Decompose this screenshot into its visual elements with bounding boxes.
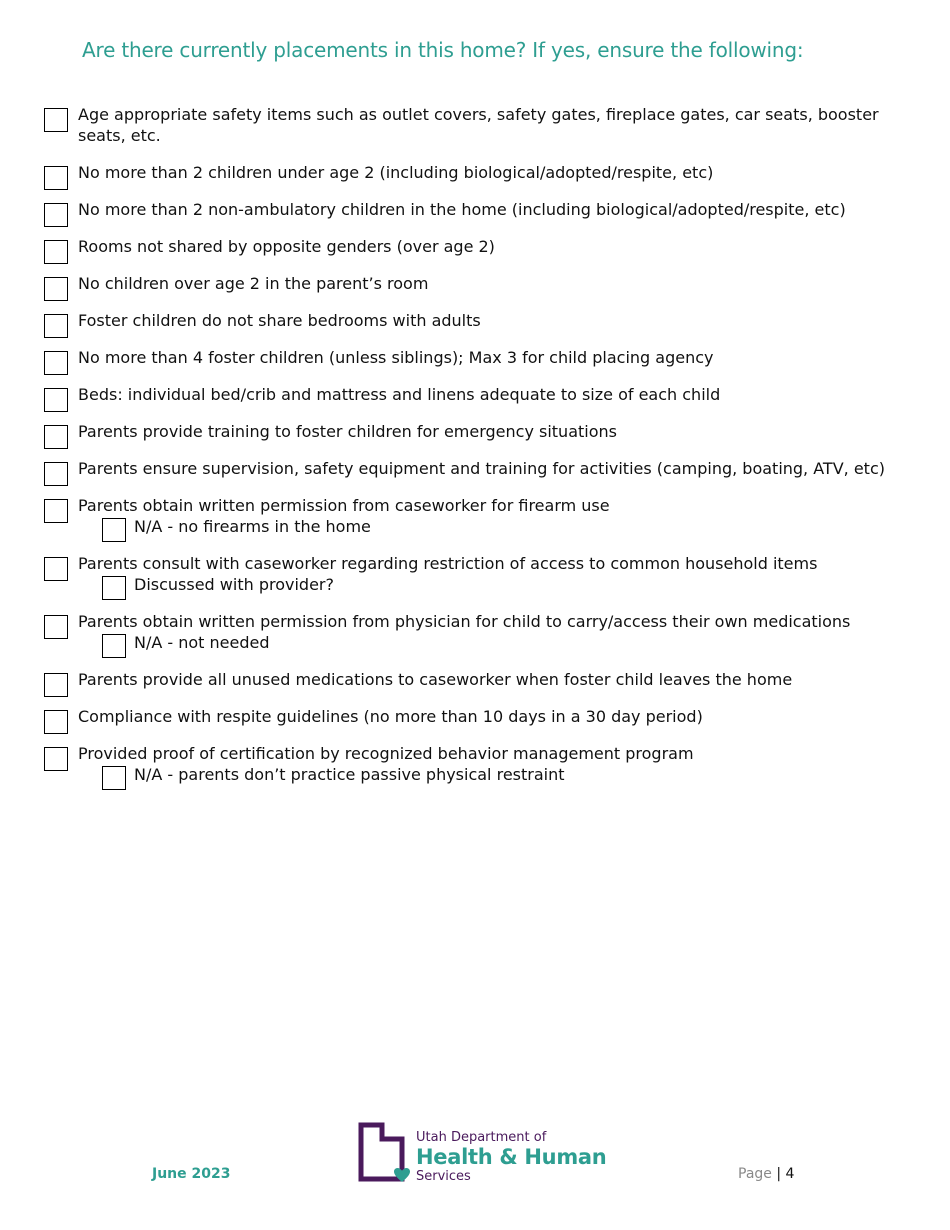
checklist-item-label: Rooms not shared by opposite genders (over age 2) xyxy=(78,237,495,256)
checklist xyxy=(44,104,924,801)
checkbox[interactable] xyxy=(44,351,68,375)
checklist-item xyxy=(44,273,924,294)
checklist-item xyxy=(44,458,924,479)
checkbox[interactable] xyxy=(44,203,68,227)
page-label: Page xyxy=(738,1166,772,1182)
sub-item-label: Discussed with provider? xyxy=(134,575,334,594)
checklist-item xyxy=(44,384,924,405)
agency-logo xyxy=(358,1122,608,1184)
sub-checkbox[interactable] xyxy=(102,766,126,790)
checklist-item-label: Parents obtain written permission from caseworker for firearm use xyxy=(78,496,610,515)
checklist-item xyxy=(44,236,924,257)
checklist-item-label: No children over age 2 in the parent’s room xyxy=(78,274,429,293)
checkbox[interactable] xyxy=(44,240,68,264)
checklist-item xyxy=(44,104,924,146)
checklist-item xyxy=(44,669,924,690)
footer-date: June 2023 xyxy=(152,1166,231,1182)
checklist-item xyxy=(44,611,924,653)
checklist-item-label: Parents consult with caseworker regarding restriction of access to common household items xyxy=(78,554,818,573)
checklist-item-label: Compliance with respite guidelines (no more than 10 days in a 30 day period) xyxy=(78,707,703,726)
checklist-item xyxy=(44,706,924,727)
sub-item xyxy=(44,574,924,595)
checkbox[interactable] xyxy=(44,314,68,338)
checklist-item-label: Parents provide all unused medications to caseworker when foster child leaves the home xyxy=(78,670,793,689)
checklist-item-label: Beds: individual bed/crib and mattress and linens adequate to size of each child xyxy=(78,385,721,404)
checkbox[interactable] xyxy=(44,425,68,449)
checkbox[interactable] xyxy=(44,166,68,190)
checkbox[interactable] xyxy=(44,710,68,734)
checklist-item-label: No more than 4 foster children (unless siblings); Max 3 for child placing agency xyxy=(78,348,714,367)
checklist-item-label: Parents provide training to foster children for emergency situations xyxy=(78,422,617,441)
sub-item-label: N/A - not needed xyxy=(134,633,270,652)
sub-checkbox[interactable] xyxy=(102,518,126,542)
checklist-item-label: Parents obtain written permission from physician for child to carry/access their own medications xyxy=(78,612,851,631)
page-heading: Are there currently placements in this home? If yes, ensure the following: xyxy=(82,38,804,62)
checklist-item xyxy=(44,421,924,442)
checklist-item xyxy=(44,310,924,331)
sub-item xyxy=(44,632,924,653)
checklist-item-label: Parents ensure supervision, safety equipment and training for activities (camping, boating, ATV, etc) xyxy=(78,459,885,478)
sub-checkbox[interactable] xyxy=(102,634,126,658)
logo-line-1: Utah Department of xyxy=(416,1130,547,1145)
checkbox[interactable] xyxy=(44,277,68,301)
checkbox[interactable] xyxy=(44,462,68,486)
logo-line-3: Services xyxy=(416,1169,471,1184)
checklist-item xyxy=(44,162,924,183)
checkbox[interactable] xyxy=(44,108,68,132)
checklist-item xyxy=(44,199,924,220)
logo-line-2: Health & Human xyxy=(416,1145,607,1169)
checklist-item-label: Age appropriate safety items such as outlet covers, safety gates, fireplace gates, car seats, booster seats, etc. xyxy=(78,105,879,145)
checklist-item-label: No more than 2 non-ambulatory children in the home (including biological/adopted/respite, etc) xyxy=(78,200,846,219)
checklist-item xyxy=(44,495,924,537)
checklist-item xyxy=(44,347,924,368)
checkbox[interactable] xyxy=(44,388,68,412)
sub-item xyxy=(44,764,924,785)
sub-item-label: N/A - parents don’t practice passive physical restraint xyxy=(134,765,565,784)
page-indicator xyxy=(738,1166,794,1182)
utah-state-icon xyxy=(358,1122,412,1184)
page-number: 4 xyxy=(785,1166,795,1182)
sub-checkbox[interactable] xyxy=(102,576,126,600)
sub-item-label: N/A - no firearms in the home xyxy=(134,517,371,536)
checklist-item-label: No more than 2 children under age 2 (including biological/adopted/respite, etc) xyxy=(78,163,714,182)
checklist-item xyxy=(44,743,924,785)
checklist-item-label: Foster children do not share bedrooms with adults xyxy=(78,311,481,330)
sub-item xyxy=(44,516,924,537)
checkbox[interactable] xyxy=(44,673,68,697)
page-separator: | xyxy=(776,1166,782,1182)
checklist-item-label: Provided proof of certification by recognized behavior management program xyxy=(78,744,694,763)
checklist-item xyxy=(44,553,924,595)
